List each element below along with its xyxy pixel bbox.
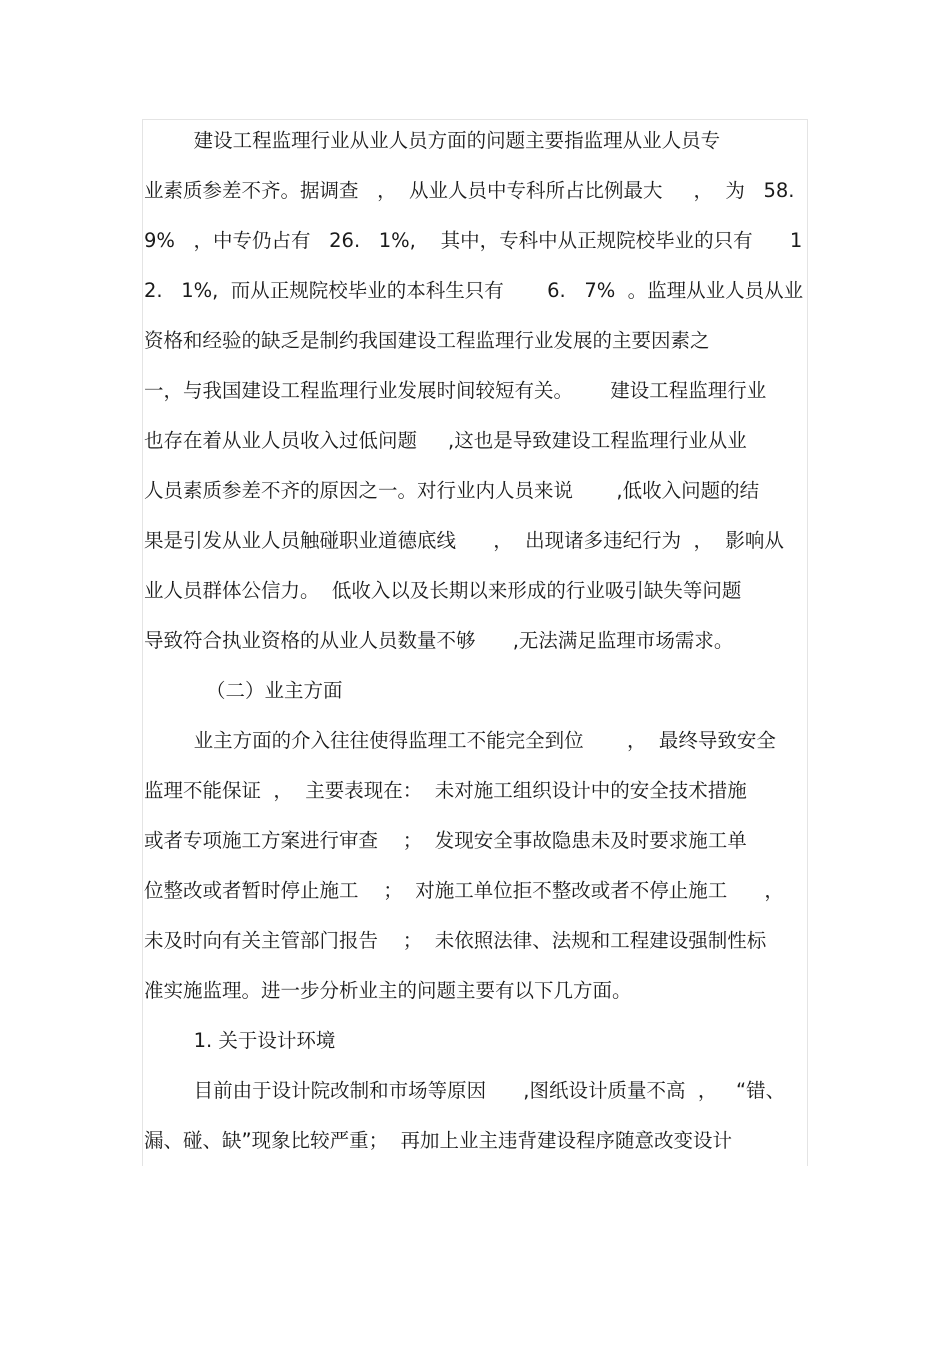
text-line-2: 业素质参差不齐。据调查 ， 从业人员中专科所占比例最大 ， 为 58. bbox=[144, 179, 795, 202]
text-line-4: 2. 1%, 而从正规院校毕业的本科生只有 6. 7% 。监理从业人员从业 bbox=[144, 279, 804, 302]
text-line-8: 人员素质参差不齐的原因之一。对行业内人员来说 ,低收入问题的结 bbox=[144, 479, 760, 502]
text-line-6: 一，与我国建设工程监理行业发展时间较短有关。 建设工程监理行业 bbox=[144, 379, 767, 402]
subsection-heading: 1. 关于设计环境 bbox=[144, 1029, 336, 1052]
text-line-13: 业主方面的介入往往使得监理工不能完全到位 ， 最终导致安全 bbox=[144, 729, 776, 752]
text-line-20: 目前由于设计院改制和市场等原因 ,图纸设计质量不高 ， “错、 bbox=[144, 1079, 786, 1102]
text-line-17: 未及时向有关主管部门报告 ； 未依照法律、法规和工程建设强制性标 bbox=[144, 929, 767, 952]
section-heading: （二）业主方面 bbox=[144, 679, 343, 702]
text-line-10: 业人员群体公信力。 低收入以及长期以来形成的行业吸引缺失等问题 bbox=[144, 579, 742, 602]
text-line-9: 果是引发从业人员触碰职业道德底线 ， 出现诸多违纪行为 ， 影响从 bbox=[144, 529, 784, 552]
text-line-5: 资格和经验的缺乏是制约我国建设工程监理行业发展的主要因素之 bbox=[144, 329, 710, 352]
text-line-21: 漏、碰、缺”现象比较严重； 再加上业主违背建设程序随意改变设计 bbox=[144, 1129, 732, 1152]
text-line-14: 监理不能保证 ， 主要表现在： 未对施工组织设计中的安全技术措施 bbox=[144, 779, 747, 802]
text-line-3: 9% ，中专仍占有 26. 1%, 其中，专科中从正规院校毕业的只有 1 bbox=[144, 229, 803, 252]
text-line-16: 位整改或者暂时停止施工 ； 对施工单位拒不整改或者不停止施工 ， bbox=[144, 879, 784, 902]
text-line-15: 或者专项施工方案进行审查 ； 发现安全事故隐患未及时要求施工单 bbox=[144, 829, 747, 852]
text-line-7: 也存在着从业人员收入过低问题 ,这也是导致建设工程监理行业从业 bbox=[144, 429, 747, 452]
text-line-11: 导致符合执业资格的从业人员数量不够 ,无法满足监理市场需求。 bbox=[144, 629, 734, 652]
text-line-1: 建设工程监理行业从业人员方面的问题主要指监理从业人员专 bbox=[144, 129, 721, 152]
text-line-18: 准实施监理。进一步分析业主的问题主要有以下几方面。 bbox=[144, 979, 632, 1002]
